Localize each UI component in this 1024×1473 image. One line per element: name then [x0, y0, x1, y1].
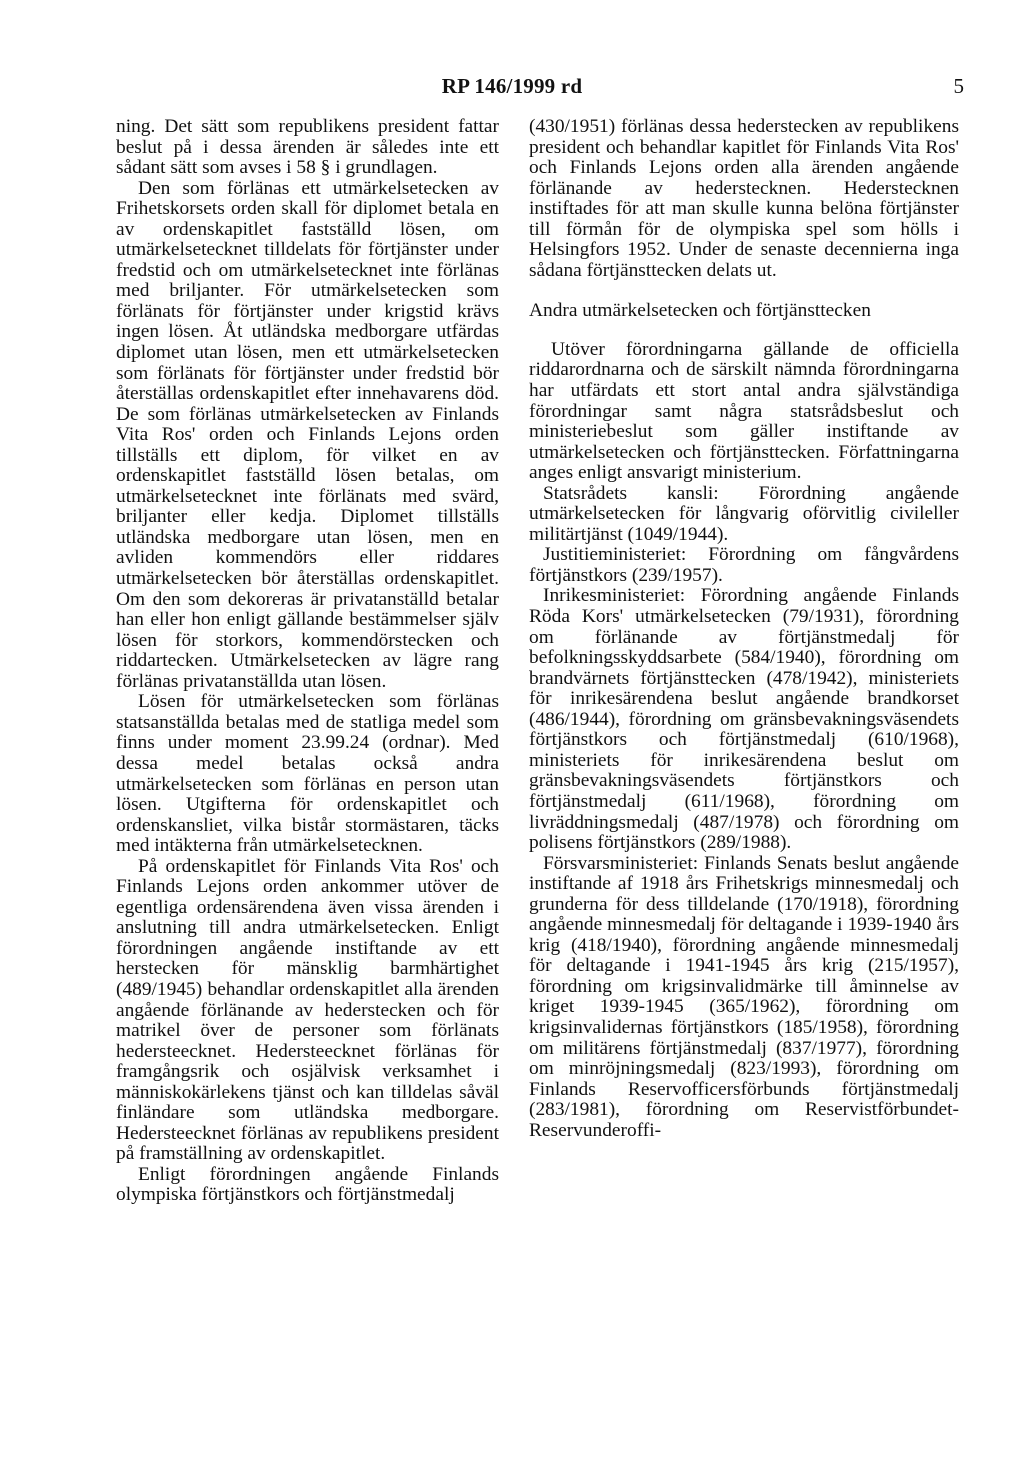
paragraph: Den som förlänas ett utmärkelsetecken av Frihetskorsets orden skall för diplomet betala en av ordenskapitlet fastställd lösen, om utmärkelsetecknet tilldelats för förtjänster under fredstid och om utmärkelsetecknet inte förlänas med briljanter. För utmärkelsetecken som förlänats för förtjänster under krigstid krävs ingen lösen. Åt utländska medborgare utfärdas diplomet utan lösen, men ett utmärkelsetecken som förlänats för förtjänster under fredstid bör återställas ordenskapitlet efter innehavarens död. De som förlänas utmärkelsetecken av Finlands Vita Ros' orden och Finlands Lejons orden tillställs ett diplom, för vilket en av ordenskapitlet fastställd lösen betalas, om utmärkelsetecknet inte förlänats med svärd, briljanter eller kedja. Diplomet tillställs utländska medborgare utan lösen, men en avliden kommendörs eller riddares utmärkelsetecken bör återställas ordenskapitlet. Om den som dekoreras är privatanställd betalar han eller hon enligt gällande bestämmelser själv lösen för storkors, kommendörstecken och riddartecken. Utmärkelsetecken av lägre rang förlänas privatanställda utan lösen. [116, 177, 499, 692]
ministry-entry: Justitieministeriet: Förordning om fångvårdens förtjänstkors (239/1957). [529, 544, 959, 586]
ministry-entry: Statsrådets kansli: Förordning angående utmärkelsetecken för långvarig oförvitlig civileller militärtjänst (1049/1944). [529, 482, 959, 545]
paragraph: ning. Det sätt som republikens president fattar beslut på i dessa ärenden är således inte ett sådant sätt som avses i 58 § i grundlagen. [116, 116, 499, 179]
paragraph: Lösen för utmärkelsetecken som förlänas statsanställda betalas med de statliga medel som finns under moment 23.99.24 (ordnar). Med dessa medel betalas också andra utmärkelsetecken som förlänas en person utan lösen. Utgifterna för ordenskapitlet och ordenskansliet, vilka bistår stormästaren, täcks med intäkterna från utmärkelsetecknen. [116, 691, 499, 857]
paragraph: På ordenskapitlet för Finlands Vita Ros' och Finlands Lejons orden ankommer utöver de egentliga ordensärendena även vissa ärenden i anslutning till andra utmärkelsetecken. Enligt förordningen angående instiftande av ett herstecken för mänsklig barmhärtighet (489/1945) behandlar ordenskapitlet alla ärenden angående förlänande av hederstecken och för matrikel över de personer som förlänats hedersteecknet. Hedersteecknet förlänas för framgångsrik och osjälvisk verksamhet i människokärlekens tjänst och kan tilldelas såväl finländare som utländska medborgare. Hedersteecknet förlänas av republikens president på framställning av ordenskapitlet. [116, 855, 499, 1165]
page-header [0, 74, 1024, 102]
ministry-entry: Försvarsministeriet: Finlands Senats beslut angående instiftande af 1918 års Frihetskrigs minnesmedalj och grunderna för dess tilldelande (170/1918), förordning angående minnesmedalj för deltagande i 1939-1940 års krig (418/1940), förordning angående minnesmedalj för deltagande i 1941-1945 års krig (215/1957), förordning om krigsinvalidmärke till åminnelse av kriget 1939-1945 (365/1962), förordning om krigsinvalidernas förtjänstkors (185/1958), förordning om militärens förtjänstmedalj (837/1977), förordning om minröjningsmedalj (823/1993), förordning om Finlands Reservofficersförbunds förtjänstmedalj (283/1981), förordning om Reservistförbundet-Reservunderoffi- [529, 852, 959, 1141]
section-heading: Andra utmärkelsetecken och förtjänsttecken [529, 300, 871, 322]
paragraph: Enligt förordningen angående Finlands olympiska förtjänstkors och förtjänstmedalj [116, 1163, 499, 1206]
paragraph: (430/1951) förlänas dessa hederstecken av republikens president och behandlar kapitlet för Finlands Vita Ros' och Finlands Lejons orden alla ärenden angående förlänande av hederstecknen. Hederstecknen instiftades för att man skulle kunna belöna förtjänster till förmån för de olympiska spel som hölls i Helsingfors 1952. Under de senaste decennierna inga sådana förtjänsttecken delats ut. [529, 116, 959, 281]
document-title: RP 146/1999 rd [441, 74, 583, 98]
left-column [116, 117, 499, 1206]
right-column [529, 117, 959, 1141]
page-number: 5 [953, 74, 964, 98]
ministry-entry: Inrikesministeriet: Förordning angående Finlands Röda Kors' utmärkelsetecken (79/1931), förordning om förlänande av förtjänstmedalj för befolkningsskyddsarbete (584/1940), förordning om brandvärnets förtjänsttecken (478/1942), ministeriets för inrikesärendena beslut angående brandkorset (486/1944), förordning om gränsbevakningsväsendets förtjänstkors och förtjänstmedalj (610/1968), ministeriets för inrikesärendena beslut om gränsbevakningsväsendets förtjänstkors och förtjänstmedalj (611/1968), förordning om livräddningsmedalj (487/1978) och förordning om polisens förtjänstkors (289/1988). [529, 585, 959, 854]
paragraph: Utöver förordningarna gällande de officiella riddarordnarna och de särskilt nämnda förordningarna har utfärdats ett stort antal andra självständiga förordningar samt några statsrådsbeslut och ministeriebeslut som gäller instiftande av utmärkelsetecken och förtjänsttecken. Författningarna anges enligt ansvarigt ministerium. [529, 338, 959, 484]
